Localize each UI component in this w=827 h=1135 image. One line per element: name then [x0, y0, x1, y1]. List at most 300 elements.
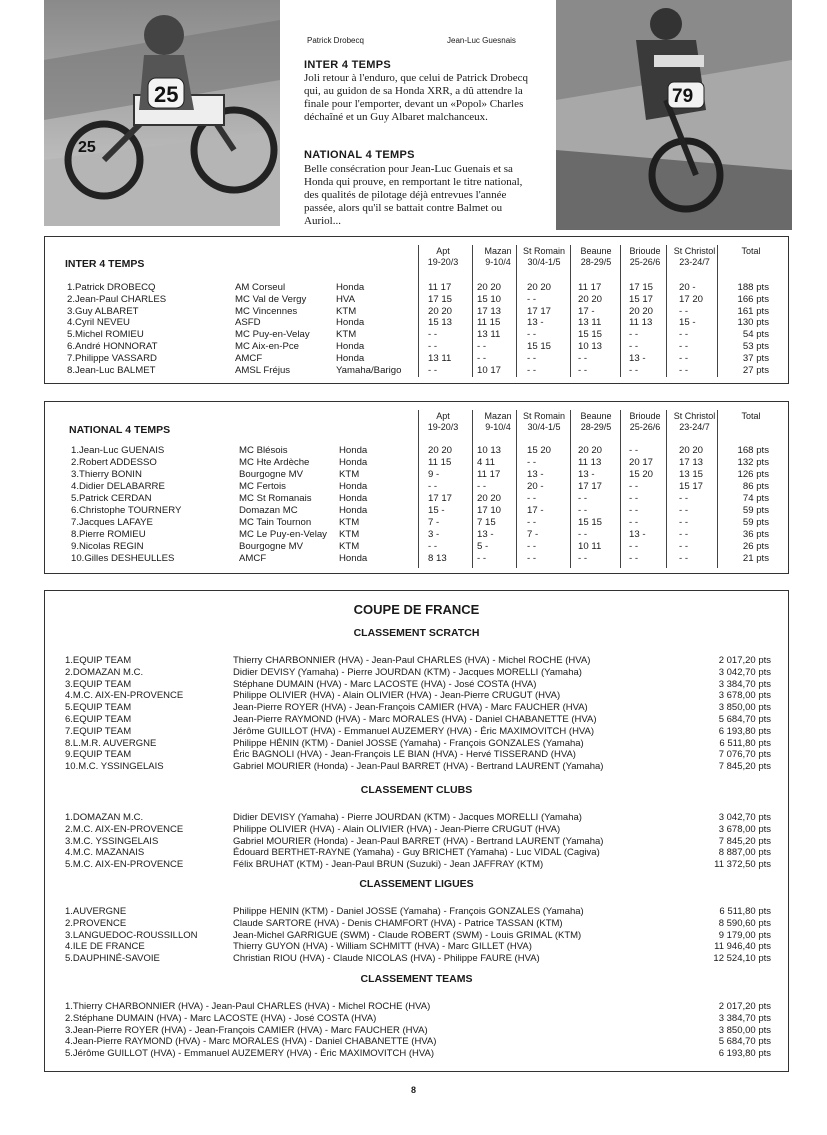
round-score: 17 17 [527, 305, 552, 317]
total-points: 59 pts [742, 517, 769, 528]
round-score: - - [527, 517, 537, 528]
ranking-entry: 4.Jean-Pierre RAYMOND (HVA) - Marc MORALES (HVA) - Daniel CHABANETTE (HVA) [65, 1036, 437, 1048]
ranking-row [45, 906, 790, 918]
motorcycle-make: KTM [339, 541, 360, 552]
column-header [478, 246, 518, 268]
ranking-entry: 5.DAUPHINÉ-SAVOIE [65, 953, 160, 965]
ranking-row [45, 749, 790, 761]
round-score: - - [679, 505, 689, 516]
points: 6 193,80 pts [718, 1048, 771, 1060]
round-score: - - [527, 329, 537, 341]
section-title: CLASSEMENT SCRATCH [353, 627, 480, 639]
club-name: MC St Romanais [239, 493, 312, 504]
page-number: 8 [410, 1085, 416, 1095]
round-score: 13 - [578, 469, 595, 480]
riders: Édouard BERTHET-RAYNE (Yamaha) - Guy BRICHET (Yamaha) - Luc VIDAL (Cagiva) [233, 847, 600, 859]
riders: Jean-Michel GARRIGUE (SWM) - Claude ROBERT (SWM) - Louis GRIMAL (KTM) [233, 929, 582, 941]
ranking-row [45, 918, 790, 930]
column-date: 19-20/3 [427, 257, 459, 267]
round-score: 15 20 [629, 469, 654, 480]
round-score: - - [578, 529, 588, 540]
column-header [518, 411, 570, 433]
section-title: CLASSEMENT TEAMS [360, 973, 473, 985]
column-date: 30/4-1/5 [527, 422, 561, 432]
riders: Jean-Pierre RAYMOND (HVA) - Marc MORALES (HVA) - Daniel CHABANETTE (HVA) [233, 714, 597, 725]
ranking-entry: 6.EQUIP TEAM [65, 714, 132, 725]
round-score: - - [679, 352, 689, 364]
coupe-title: COUPE DE FRANCE [353, 602, 480, 617]
round-score: 11 15 [477, 317, 501, 329]
club-name: MC Fertois [239, 481, 286, 492]
ranking-entry: 4.M.C. MAZANAIS [65, 847, 145, 859]
ranking-row [45, 1001, 790, 1013]
ranking-entry: 3.LANGUEDOC-ROUSSILLON [65, 929, 198, 941]
round-score: 15 10 [477, 293, 502, 305]
column-header [518, 246, 570, 268]
points: 3 042,70 pts [718, 666, 771, 678]
ranking-row [45, 859, 790, 871]
article-national-title: NATIONAL 4 TEMPS [304, 149, 415, 161]
points: 3 384,70 pts [718, 678, 771, 690]
column-date: 9-10/4 [485, 422, 511, 432]
ranking-row [45, 726, 790, 738]
riders: Stéphane DUMAIN (HVA) - Marc LACOSTE (HVA) - José COSTA (HVA) [233, 678, 537, 690]
round-score: 10 13 [578, 341, 603, 352]
rider-name: 3.Guy ALBARET [67, 305, 139, 317]
points: 5 684,70 pts [718, 714, 771, 725]
points: 3 678,00 pts [718, 690, 771, 702]
total-points: 54 pts [742, 329, 769, 341]
total-points: 36 pts [742, 529, 769, 540]
riders: Philippe OLIVIER (HVA) - Alain OLIVIER (HVA) - Jean-Pierre CRUGUT (HVA) [233, 690, 561, 702]
round-score: 15 15 [578, 329, 603, 341]
column-divider [666, 410, 667, 568]
points: 11 372,50 pts [714, 859, 771, 871]
points: 2 017,20 pts [718, 1001, 771, 1012]
column-date: 30/4-1/5 [527, 257, 561, 267]
column-date: 19-20/3 [427, 422, 459, 432]
column-header [668, 411, 721, 433]
club-name: MC Blésois [239, 445, 288, 456]
column-name: Apt [436, 246, 450, 256]
club-name: Domazan MC [239, 505, 298, 516]
round-score: - - [679, 341, 689, 352]
ranking-entry: 4.ILE DE FRANCE [65, 941, 145, 953]
points: 3 850,00 pts [718, 702, 771, 714]
round-score: - - [477, 553, 487, 564]
round-score: - - [477, 341, 487, 352]
ranking-row [45, 714, 790, 726]
inter-title: INTER 4 TEMPS [65, 258, 145, 270]
round-score: 17 13 [679, 457, 704, 468]
rider-name: 5.Patrick CERDAN [71, 493, 152, 504]
club-name: MC Vincennes [235, 305, 298, 317]
round-score: 17 15 [629, 282, 654, 293]
total-points: 168 pts [737, 445, 769, 456]
column-divider [666, 245, 667, 377]
ranking-entry: 9.EQUIP TEAM [65, 749, 132, 761]
round-score: 13 11 [578, 317, 602, 329]
column-divider [516, 410, 517, 568]
round-score: 13 15 [679, 469, 704, 480]
rider-name: 7.Jacques LAFAYE [71, 517, 153, 528]
column-divider [570, 245, 571, 377]
club-name: MC Puy-en-Velay [235, 329, 310, 341]
motorcycle-make: Honda [339, 505, 368, 516]
riders: Gabriel MOURIER (Honda) - Jean-Paul BARRET (HVA) - Bertrand LAURENT (Yamaha) [233, 761, 604, 773]
round-score: 8 13 [428, 553, 447, 564]
points: 3 850,00 pts [718, 1024, 771, 1036]
column-name: St Christol [673, 411, 716, 421]
round-score: - - [629, 553, 639, 564]
round-score: - - [629, 329, 639, 341]
ranking-entry: 3.EQUIP TEAM [65, 678, 132, 690]
riders: Philippe HENIN (KTM) - Daniel JOSSE (Yamaha) - François GONZALES (Yamaha) [233, 906, 584, 917]
round-score: 15 - [428, 505, 445, 516]
points: 7 845,20 pts [718, 761, 771, 773]
column-date: 28-29/5 [580, 257, 612, 267]
round-score: 20 17 [629, 457, 654, 468]
points: 11 946,40 pts [714, 941, 771, 953]
motorcycle-make: Honda [336, 352, 365, 364]
club-name: MC Tain Tournon [239, 517, 312, 528]
rider-name: 8.Pierre ROMIEU [71, 529, 146, 540]
round-score: 15 - [679, 317, 696, 329]
round-score: - - [679, 529, 689, 540]
column-name: Apt [436, 411, 450, 421]
ranking-row [45, 738, 790, 750]
column-divider [620, 245, 621, 377]
round-score: - - [629, 541, 639, 552]
rider-name: 9.Nicolas REGIN [71, 541, 144, 552]
column-divider [620, 410, 621, 568]
section-title: CLASSEMENT CLUBS [360, 784, 473, 796]
column-divider [418, 245, 419, 377]
article-national-text: Belle consécration pour Jean-Luc Guenais et sa Honda qui prouve, en remportant le titre national, des qualités de pilotage déjà entrevues l'année passée, alors qu'il se battait contre Balmet ou Auriol... [304, 163, 523, 227]
column-name: St Romain [522, 246, 566, 256]
rider-name: 3.Thierry BONIN [71, 469, 142, 480]
column-header [721, 246, 781, 257]
riders: Éric BAGNOLI (HVA) - Jean-François LE BIAN (HVA) - Hervé TISSERAND (HVA) [233, 749, 576, 761]
column-header [418, 411, 468, 433]
caption-right: Jean-Luc Guesnais [447, 36, 516, 45]
total-points: 37 pts [742, 352, 769, 364]
coupe-de-france-box [44, 590, 789, 1072]
total-points: 26 pts [742, 541, 769, 552]
points: 2 017,20 pts [718, 655, 771, 666]
round-score: 20 - [679, 282, 696, 293]
riders: Christian RIOU (HVA) - Claude NICOLAS (HVA) - Philippe FAURE (HVA) [233, 953, 540, 965]
article-inter-text: Joli retour à l'enduro, que celui de Patrick Drobecq qui, au guidon de sa Honda XRR, a dû attendre la finale pour l'emporter, devant un «Popol» Charles déchaîné et un Guy Albaret malchanceux. [304, 72, 529, 123]
ranking-row [45, 847, 790, 859]
round-score: - - [428, 341, 438, 352]
column-name: Mazan [484, 246, 512, 256]
round-score: - - [679, 541, 689, 552]
total-points: 132 pts [737, 457, 769, 468]
points: 9 179,00 pts [718, 929, 771, 941]
round-score: 17 20 [679, 293, 704, 305]
points: 7 076,70 pts [718, 749, 771, 761]
points: 3 384,70 pts [718, 1012, 771, 1024]
round-score: 4 11 [477, 457, 495, 468]
round-score: 11 13 [629, 317, 653, 329]
round-score: 15 20 [527, 445, 552, 456]
column-divider [472, 245, 473, 377]
motorcycle-make: Honda [336, 282, 365, 293]
round-score: 20 20 [477, 493, 502, 504]
rider-name: 4.Didier DELABARRE [71, 481, 165, 492]
motorcycle-make: Yamaha/Barigo [336, 364, 402, 376]
round-score: - - [527, 457, 537, 468]
left-bike-number: 25 [154, 82, 179, 107]
column-name: Beaune [580, 411, 612, 421]
ranking-row [45, 941, 790, 953]
national-results-box [44, 401, 789, 574]
ranking-entry: 2.M.C. AIX-EN-PROVENCE [65, 823, 184, 835]
total-points: 74 pts [742, 493, 769, 504]
total-points: 27 pts [742, 364, 769, 376]
round-score: 5 - [477, 541, 489, 552]
motorcycle-make: Honda [339, 481, 368, 492]
ranking-row [45, 690, 790, 702]
riders: Jean-Pierre ROYER (HVA) - Jean-François CAMIER (HVA) - Marc FAUCHER (HVA) [233, 702, 588, 714]
riders: Jérôme GUILLOT (HVA) - Emmanuel AUZEMERY (HVA) - Éric MAXIMOVITCH (HVA) [233, 725, 595, 737]
ranking-row [45, 655, 790, 667]
photo-patrick-drobecq [44, 0, 280, 226]
points: 3 678,00 pts [718, 823, 771, 835]
ranking-entry: 8.L.M.R. AUVERGNE [65, 737, 157, 749]
club-name: MC Hte Ardèche [239, 457, 310, 468]
round-score: 15 13 [428, 317, 453, 329]
inter-results-box [44, 236, 789, 384]
column-name: St Christol [673, 246, 716, 256]
round-score: - - [629, 341, 639, 352]
ranking-entry: 5.EQUIP TEAM [65, 702, 132, 714]
rider-name: 7.Philippe VASSARD [67, 352, 157, 364]
riders: Philippe OLIVIER (HVA) - Alain OLIVIER (HVA) - Jean-Pierre CRUGUT (HVA) [233, 823, 561, 835]
round-score: 3 - [428, 529, 440, 540]
total-points: 86 pts [742, 481, 769, 492]
total-points: 59 pts [742, 505, 769, 516]
motorcycle-make: Honda [339, 445, 368, 456]
round-score: - - [527, 553, 537, 564]
motorcycle-make: KTM [336, 305, 357, 317]
rider-name: 10.Gilles DESHEULLES [71, 553, 175, 564]
round-score: - - [629, 445, 639, 456]
club-name: AMSL Fréjus [235, 364, 291, 376]
rider-name: 1.Patrick DROBECQ [67, 282, 156, 293]
motorcycle-make: KTM [339, 529, 360, 540]
rider-name: 6.André HONNORAT [67, 341, 158, 352]
round-score: 9 - [428, 469, 440, 480]
ranking-entry: 2.Stéphane DUMAIN (HVA) - Marc LACOSTE (HVA) - José COSTA (HVA) [65, 1012, 377, 1024]
round-score: - - [629, 493, 639, 504]
points: 6 511,80 pts [719, 737, 771, 749]
ranking-entry: 10.M.C. YSSINGELAIS [65, 761, 164, 773]
column-date: 28-29/5 [580, 422, 612, 432]
total-points: 130 pts [737, 317, 769, 329]
column-date: 23-24/7 [679, 257, 710, 267]
motorcycle-make: HVA [336, 293, 356, 305]
round-score: - - [578, 505, 588, 516]
ranking-row [45, 1025, 790, 1037]
round-score: 11 17 [428, 282, 452, 293]
round-score: 15 15 [527, 341, 552, 352]
round-score: 11 17 [477, 469, 501, 480]
points: 5 684,70 pts [718, 1036, 771, 1048]
round-score: 15 17 [629, 293, 654, 305]
round-score: - - [629, 481, 639, 492]
round-score: - - [527, 352, 537, 364]
round-score: - - [428, 329, 438, 341]
ranking-row [45, 1013, 790, 1025]
round-score: 10 13 [477, 445, 502, 456]
left-bike-front-number: 25 [78, 139, 96, 156]
ranking-row [45, 953, 790, 965]
ranking-row [45, 1048, 790, 1060]
round-score: 20 20 [578, 445, 603, 456]
column-name: Beaune [580, 246, 612, 256]
rider-name: 1.Jean-Luc GUENAIS [71, 445, 165, 456]
round-score: - - [629, 505, 639, 516]
ranking-row [45, 761, 790, 773]
club-name: Bourgogne MV [239, 541, 303, 552]
photo-jean-luc-guesnais [556, 0, 792, 230]
round-score: 15 15 [578, 517, 603, 528]
round-score: 17 - [578, 305, 595, 317]
round-score: 11 17 [578, 282, 602, 293]
round-score: - - [679, 553, 689, 564]
motorcycle-make: KTM [339, 517, 360, 528]
ranking-entry: 3.Jean-Pierre ROYER (HVA) - Jean-François CAMIER (HVA) - Marc FAUCHER (HVA) [65, 1024, 428, 1036]
column-name: Mazan [484, 411, 512, 421]
column-name: Total [741, 246, 761, 256]
article-inter-title: INTER 4 TEMPS [304, 59, 392, 71]
motorcycle-make: Honda [336, 341, 365, 352]
club-name: AMCF [235, 352, 263, 364]
round-score: 13 - [477, 529, 494, 540]
ranking-row [45, 836, 790, 848]
round-score: - - [527, 293, 537, 305]
rider-name: 5.Michel ROMIEU [67, 329, 144, 341]
column-header [478, 411, 518, 433]
column-divider [516, 245, 517, 377]
ranking-entry: 1.EQUIP TEAM [65, 655, 132, 666]
round-score: 11 13 [578, 457, 602, 468]
round-score: - - [629, 517, 639, 528]
round-score: 15 17 [679, 481, 704, 492]
column-header [668, 246, 721, 268]
column-name: St Romain [522, 411, 566, 421]
ranking-row [45, 812, 790, 824]
round-score: 11 15 [428, 457, 452, 468]
round-score: 13 - [527, 317, 544, 329]
column-date: 25-26/6 [629, 422, 661, 432]
ranking-row [45, 1036, 790, 1048]
column-header [721, 411, 781, 422]
ranking-entry: 1.DOMAZAN M.C. [65, 812, 144, 823]
round-score: 13 - [629, 529, 646, 540]
ranking-row [45, 702, 790, 714]
rider-name: 8.Jean-Luc BALMET [67, 364, 156, 376]
round-score: 13 11 [477, 329, 501, 341]
column-divider [717, 410, 718, 568]
points: 12 524,10 pts [713, 953, 771, 965]
ranking-entry: 5.Jérôme GUILLOT (HVA) - Emmanuel AUZEMERY (HVA) - Éric MAXIMOVITCH (HVA) [65, 1048, 434, 1060]
ranking-entry: 2.DOMAZAN M.C. [65, 666, 144, 678]
right-bike-number: 79 [672, 86, 694, 107]
column-divider [472, 410, 473, 568]
round-score: 17 13 [477, 305, 502, 317]
column-name: Brioude [629, 246, 661, 256]
round-score: 20 - [527, 481, 544, 492]
ranking-row [45, 679, 790, 691]
round-score: 20 20 [477, 282, 502, 293]
points: 8 887,00 pts [718, 847, 771, 859]
round-score: - - [477, 481, 487, 492]
motorcycle-make: Honda [339, 553, 368, 564]
total-points: 21 pts [742, 553, 769, 564]
motorcycle-make: KTM [339, 469, 360, 480]
column-name: Total [741, 411, 761, 421]
ranking-row [45, 824, 790, 836]
round-score: 10 11 [578, 541, 602, 552]
round-score: - - [578, 493, 588, 504]
total-points: 53 pts [742, 341, 769, 352]
round-score: 20 20 [578, 293, 603, 305]
round-score: - - [578, 553, 588, 564]
national-title: NATIONAL 4 TEMPS [69, 424, 171, 436]
round-score: 20 20 [679, 445, 704, 456]
motorcycle-make: KTM [336, 329, 357, 341]
ranking-entry: 3.M.C. YSSINGELAIS [65, 835, 159, 847]
points: 3 042,70 pts [718, 812, 771, 823]
riders: Didier DEVISY (Yamaha) - Pierre JOURDAN (KTM) - Jacques MORELLI (Yamaha) [233, 812, 582, 823]
total-points: 161 pts [737, 305, 769, 317]
round-score: 7 15 [477, 517, 496, 528]
round-score: 7 - [527, 529, 539, 540]
round-score: 13 - [527, 469, 544, 480]
club-name: MC Aix-en-Pce [235, 341, 299, 352]
ranking-row [45, 667, 790, 679]
column-header [570, 411, 622, 433]
round-score: - - [679, 517, 689, 528]
column-date: 25-26/6 [629, 257, 661, 267]
ranking-entry: 1.Thierry CHARBONNIER (HVA) - Jean-Paul CHARLES (HVA) - Michel ROCHE (HVA) [65, 1001, 431, 1012]
round-score: 7 - [428, 517, 440, 528]
round-score: - - [679, 305, 689, 317]
round-score: - - [527, 364, 537, 376]
column-divider [717, 245, 718, 377]
riders: Félix BRUHAT (KTM) - Jean-Paul BRUN (Suzuki) - Jean JAFFRAY (KTM) [233, 859, 544, 871]
total-points: 126 pts [737, 469, 769, 480]
total-points: 166 pts [737, 293, 769, 305]
total-points: 188 pts [737, 282, 769, 293]
round-score: 20 20 [527, 282, 552, 293]
riders: Philippe HÉNIN (KTM) - Daniel JOSSE (Yamaha) - François GONZALES (Yamaha) [233, 737, 584, 749]
rider-name: 4.Cyril NEVEU [67, 317, 130, 329]
riders: Claude SARTORE (HVA) - Denis CHAMFORT (HVA) - Patrice TASSAN (KTM) [233, 917, 563, 929]
ranking-row [45, 930, 790, 942]
club-name: AMCF [239, 553, 267, 564]
round-score: 13 - [629, 352, 646, 364]
round-score: - - [477, 352, 487, 364]
points: 8 590,60 pts [718, 917, 771, 929]
round-score: 13 11 [428, 352, 452, 364]
round-score: 20 20 [428, 305, 453, 317]
round-score: - - [679, 364, 689, 376]
motorcycle-make: Honda [336, 317, 365, 329]
